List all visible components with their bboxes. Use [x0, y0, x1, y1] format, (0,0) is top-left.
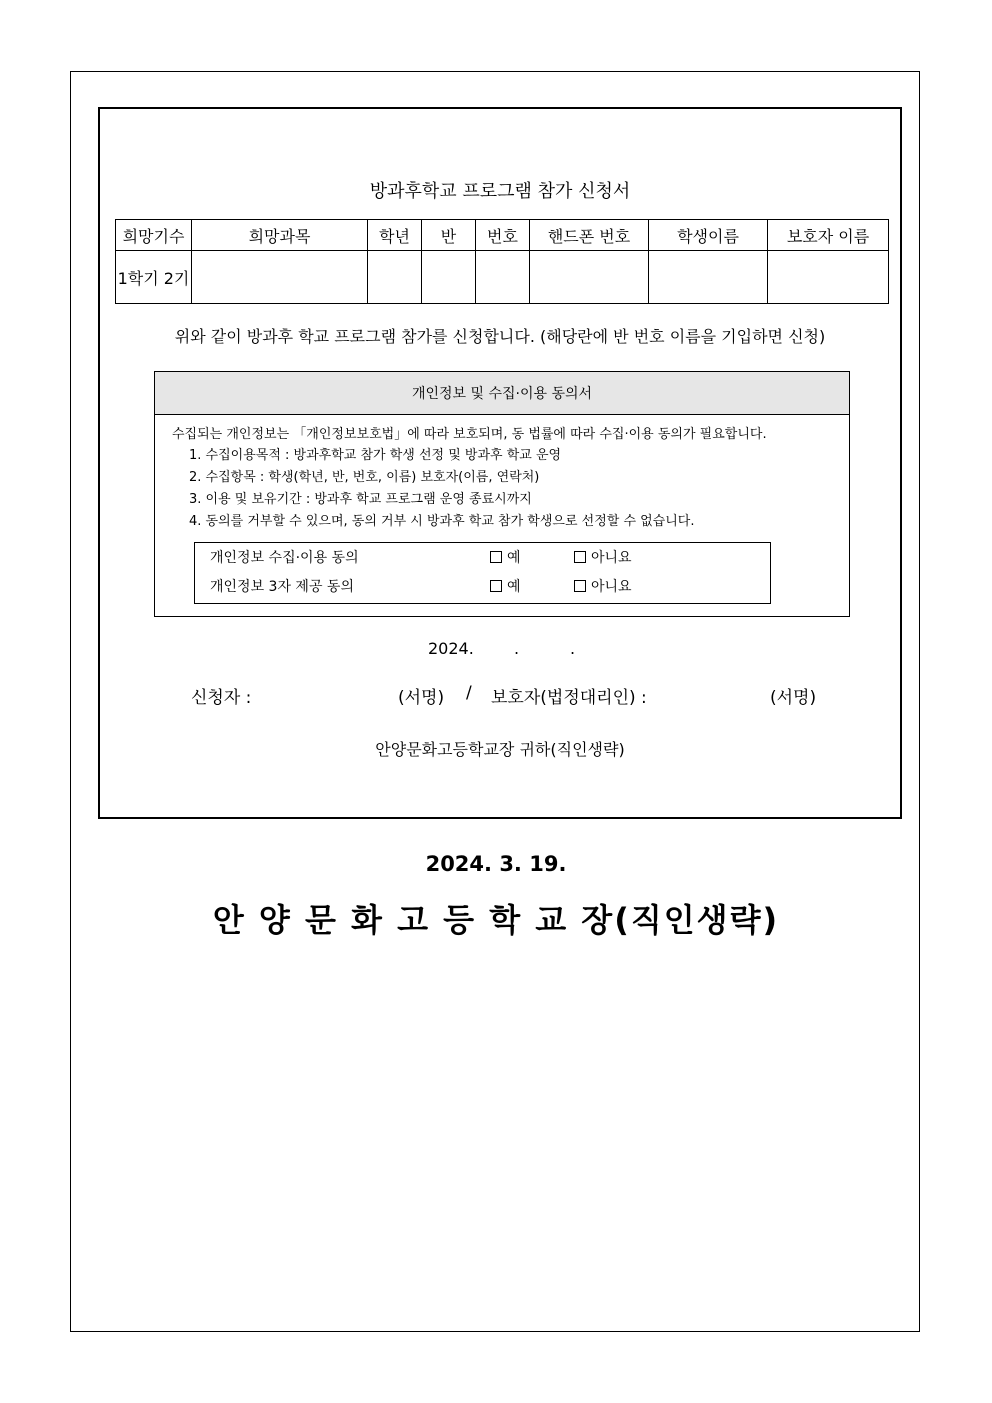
date-separator: . — [514, 639, 520, 658]
consent-item: 3. 이용 및 보유기간 : 방과후 학교 프로그램 운영 종료시까지 — [189, 492, 532, 507]
applicant-label: 신청자 : — [191, 688, 252, 708]
cell-number[interactable] — [476, 251, 530, 304]
slash-separator: / — [466, 683, 472, 703]
consent-yes-option[interactable] — [490, 577, 521, 597]
cell-guardian-name[interactable] — [768, 251, 889, 304]
header-cell: 희망과목 — [192, 220, 368, 251]
consent-item: 1. 수집이용목적 : 방과후학교 참가 학생 선정 및 방과후 학교 운영 — [189, 448, 562, 463]
consent-row-collection — [210, 548, 760, 568]
checkbox-icon[interactable] — [574, 580, 586, 592]
checkbox-icon[interactable] — [490, 551, 502, 563]
checkbox-icon[interactable] — [574, 551, 586, 563]
cell-subject[interactable] — [192, 251, 368, 304]
cell-student-name[interactable] — [649, 251, 768, 304]
consent-title-text: 개인정보 및 수집·이용 동의서 — [411, 386, 593, 402]
consent-item: 4. 동의를 거부할 수 있으며, 동의 거부 시 방과후 학교 참가 학생으로 선정할 수 없습니다. — [189, 514, 695, 529]
consent-no-option[interactable] — [574, 577, 632, 597]
consent-no-option[interactable] — [574, 548, 632, 568]
header-cell: 핸드폰 번호 — [530, 220, 649, 251]
guardian-signature[interactable]: (서명) — [770, 688, 817, 708]
option-label: 예 — [507, 579, 521, 595]
consent-title — [155, 372, 849, 415]
table-row — [116, 251, 889, 304]
header-cell: 번호 — [476, 220, 530, 251]
signature-line — [100, 683, 900, 707]
cell-grade[interactable] — [368, 251, 422, 304]
checkbox-icon[interactable] — [490, 580, 502, 592]
date-year: 2024. — [428, 639, 474, 658]
apply-note: 위와 같이 방과후 학교 프로그램 참가를 신청합니다. (해당란에 반 번호 이름을 기입하면 신청) — [174, 327, 826, 346]
consent-section — [154, 371, 850, 617]
applicant-signature[interactable]: (서명) — [398, 688, 445, 708]
form-title: 방과후학교 프로그램 참가 신청서 — [369, 181, 631, 202]
header-cell: 희망기수 — [116, 220, 192, 251]
consent-row-third-party — [210, 577, 760, 597]
header-cell: 학생이름 — [649, 220, 768, 251]
header-cell: 학년 — [368, 220, 422, 251]
principal-name: 안 양 문 화 고 등 학 교 장(직인생략) — [212, 901, 780, 939]
application-form — [98, 107, 902, 819]
option-label: 아니요 — [591, 550, 632, 566]
header-cell: 보호자 이름 — [768, 220, 889, 251]
header-cell: 반 — [422, 220, 476, 251]
consent-checkbox-area — [194, 542, 771, 604]
cell-phone[interactable] — [530, 251, 649, 304]
option-label: 예 — [507, 550, 521, 566]
consent-items — [189, 445, 695, 533]
consent-row-label: 개인정보 수집·이용 동의 — [210, 550, 359, 566]
consent-row-label: 개인정보 3자 제공 동의 — [210, 579, 354, 595]
guardian-label: 보호자(법정대리인) : — [491, 688, 647, 708]
cell-term: 1학기 2기 — [116, 251, 192, 304]
issue-date: 2024. 3. 19. — [425, 852, 567, 876]
option-label: 아니요 — [591, 579, 632, 595]
consent-yes-option[interactable] — [490, 548, 521, 568]
consent-intro: 수집되는 개인정보는 「개인정보보호법」에 따라 보호되며, 동 법률에 따라 수집·이용 동의가 필요합니다. — [172, 427, 767, 442]
application-table — [115, 219, 889, 304]
cell-class[interactable] — [422, 251, 476, 304]
table-header-row — [116, 220, 889, 251]
consent-item: 2. 수집항목 : 학생(학년, 반, 번호, 이름) 보호자(이름, 연락처) — [189, 470, 540, 485]
addressee: 안양문화고등학교장 귀하(직인생략) — [375, 740, 625, 759]
date-separator: . — [570, 639, 576, 658]
